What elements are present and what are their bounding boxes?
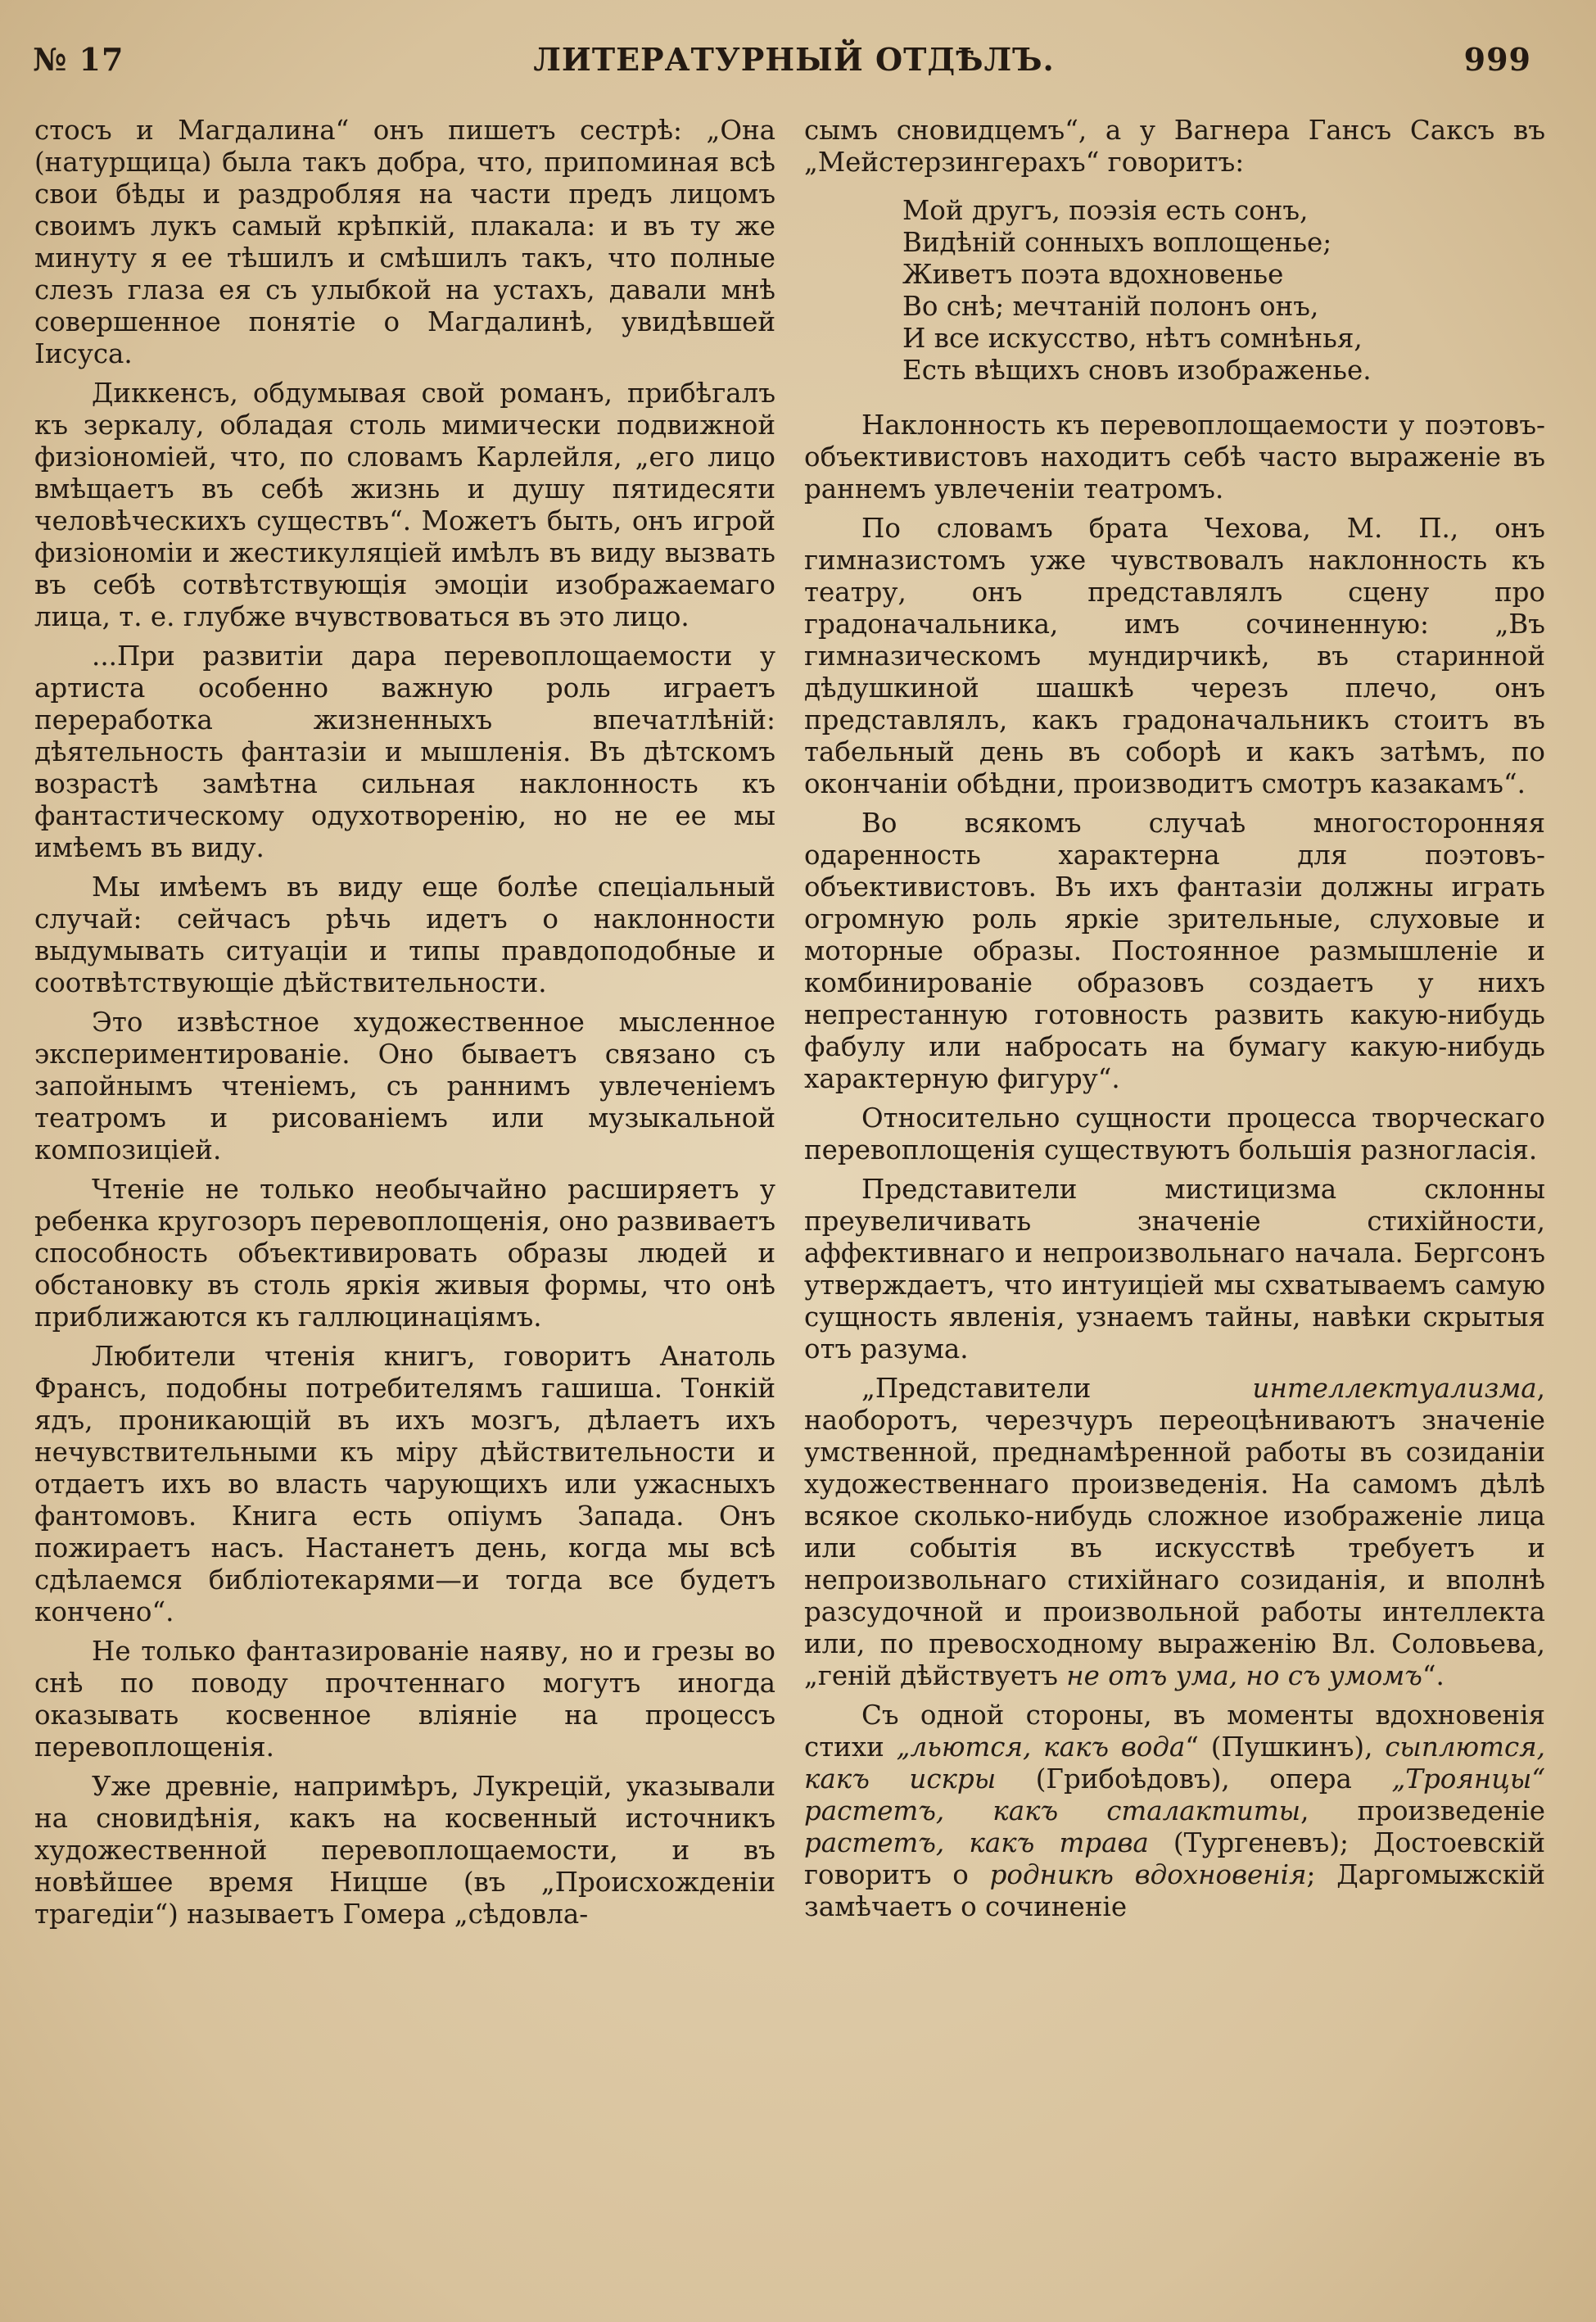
text-run: (Грибоѣдовъ), опера (996, 1763, 1392, 1795)
text-run: ; Даргомыжскій замѣчаетъ о сочиненіе (804, 1859, 1546, 1922)
issue-number: № 17 (33, 40, 124, 78)
paragraph: Представители мистицизма склонны преувеличивать значеніе стихійности, аффективнаго и непроизвольнаго начала. Бергсонъ утверждаетъ, что интуиціей мы схватываемъ самую сущность явленія, узнаемъ тайны, навѣки скрытыя отъ разума. (804, 1174, 1545, 1365)
page-header (33, 34, 1531, 84)
paragraph: Уже древніе, напримѣръ, Лукрецій, указывали на сновидѣнія, какъ на косвенный источникъ художественной перевоплощаемости, и въ новѣйшее время Ницше (въ „Происхожденіи трагедіи“) называетъ Гомера „сѣдовла- (34, 1771, 775, 1930)
verse-line: Видѣній сонныхъ воплощенье; (902, 227, 1332, 258)
text-run: (Тургеневъ); Достоевскій говоритъ о (804, 1827, 1545, 1890)
right-column (804, 115, 1545, 1930)
paragraph: Наклонность къ перевоплощаемости у поэтовъ-объективистовъ находитъ себѣ часто выраженіе въ раннемъ увлеченіи театромъ. (804, 410, 1545, 505)
paragraph: Это извѣстное художественное мысленное экспериментированіе. Оно бываетъ связано съ запойнымъ чтеніемъ, съ раннимъ увлеченіемъ театромъ и рисованіемъ или музыкальной композиціей. (34, 1007, 775, 1166)
paragraph: Не только фантазированіе наяву, но и грезы во снѣ по поводу прочтеннаго могутъ иногда оказывать косвенное вліяніе на процессъ перевоплощенія. (34, 1636, 775, 1763)
text-run: , произведеніе (1300, 1795, 1545, 1826)
italic-text: „Троянцы“ растетъ, какъ сталактиты (804, 1763, 1546, 1826)
italic-text: интеллектуализма (1252, 1373, 1537, 1404)
verse-line: Есть вѣщихъ сновъ изображенье. (902, 355, 1372, 386)
section-title: ЛИТЕРАТУРНЫЙ ОТДѢЛЪ. (533, 40, 1055, 78)
paragraph: Чтеніе не только необычайно расширяетъ у ребенка кругозоръ перевоплощенія, оно развиваетъ способность объективировать образы людей и обстановку въ столь яркія живыя формы, что онѣ приближаются къ галлюцинаціямъ. (34, 1174, 775, 1333)
text-run: “ (Пушкинъ), (1185, 1731, 1386, 1763)
paragraph: Любители чтенія книгъ, говоритъ Анатоль Франсъ, подобны потребителямъ гашиша. Тонкій ядъ, проникающій въ ихъ мозгъ, дѣлаетъ ихъ нечувствительными къ міру дѣйствительности и отдаетъ ихъ во власть чарующихъ или ужасныхъ фантомовъ. Книга есть опіумъ Запада. Онъ пожираетъ насъ. Настанетъ день, когда мы всѣ сдѣлаемся библіотекарями—и тогда все будетъ кончено“. (34, 1341, 775, 1627)
italic-text: сыплются, какъ искры (804, 1731, 1545, 1795)
text-run: Съ одной стороны, въ моменты вдохновенія стихи (804, 1700, 1545, 1763)
text-run: , наоборотъ, черезчуръ переоцѣниваютъ значеніе умственной, преднамѣренной работы въ созиданіи художественнаго произведенія. На самомъ дѣлѣ всякое сколько-нибудь сложное изображеніе лица или событія въ искусствѣ требуетъ и непроизвольнаго стихійнаго созиданія, и вполнѣ разсудочной и произвольной работы интеллекта или, по превосходному выраженію Вл. Соловьева, „геній дѣйствуетъ (804, 1373, 1545, 1691)
paragraph: Диккенсъ, обдумывая свой романъ, прибѣгалъ къ зеркалу, обладая столь мимически подвижной физіономіей, что, по словамъ Карлейля, „его лицо вмѣщаетъ въ себѣ жизнь и душу пятидесяти человѣческихъ существъ“. Можетъ быть, онъ игрой физіономіи и жестикуляціей имѣлъ въ виду вызвать въ себѣ сотвѣтствующія эмоціи изображаемаго лица, т. е. глубже вчувствоваться въ это лицо. (34, 378, 775, 632)
verse-line: Во снѣ; мечтаній полонъ онъ, (902, 291, 1319, 322)
text-run: „Представители (861, 1373, 1253, 1404)
paragraph: Мы имѣемъ въ виду еще болѣе спеціальный случай: сейчасъ рѣчь идетъ о наклонности выдумывать ситуаціи и типы правдоподобные и соотвѣтствующіе дѣйствительности. (34, 871, 775, 998)
page-number: 999 (1463, 40, 1531, 78)
paragraph: По словамъ брата Чехова, М. П., онъ гимназистомъ уже чувствовалъ наклонность къ театру, онъ представлялъ сцену про градоначальника, имъ сочиненную: „Въ гимназическомъ мундирчикѣ, въ старинной дѣдушкиной шашкѣ черезъ плечо, онъ представлялъ, какъ градоначальникъ стоитъ въ табельный день въ соборѣ и какъ затѣмъ, по окончаніи обѣдни, производитъ смотръ казакамъ“. (804, 513, 1545, 799)
paragraph: Во всякомъ случаѣ многосторонняя одаренность характерна для поэтовъ-объективистовъ. Въ ихъ фантазіи должны играть огромную роль яркіе зрительные, слуховые и моторные образы. Постоянное размышленіе и комбинированіе образовъ создаетъ у нихъ непрестанную готовность развить какую-нибудь фабулу или набросать на бумагу какую-нибудь характерную фигуру“. (804, 808, 1545, 1094)
verse-line: Мой другъ, поэзія есть сонъ, (902, 195, 1309, 226)
paragraph: стосъ и Магдалина“ онъ пишетъ сестрѣ: „Она (натурщица) была такъ добра, что, припоминая всѣ свои бѣды и раздробляя на части предъ лицомъ своимъ лукъ самый крѣпкій, плакала: и въ ту же минуту я ее тѣшилъ и смѣшилъ такъ, что полные слезъ глаза ея съ улыбкой на устахъ, давали мнѣ совершенное понятіе о Магдалинѣ, увидѣвшей Іисуса. (34, 115, 775, 369)
text-run: “. (1422, 1660, 1445, 1691)
verse-line: Живетъ поэта вдохновенье (902, 259, 1284, 290)
paragraph: Относительно сущности процесса творческаго перевоплощенія существуютъ большія разногласія. (804, 1102, 1545, 1166)
paragraph: ...При развитіи дара перевоплощаемости у артиста особенно важную роль играетъ переработка жизненныхъ впечатлѣній: дѣятельность фантазіи и мышленія. Въ дѣтскомъ возрастѣ замѣтна сильная наклонность къ фантастическому одухотворенію, но не ее мы имѣемъ въ виду. (34, 640, 775, 863)
italic-text: родникѣ вдохновенія (989, 1859, 1307, 1890)
paragraph (804, 1373, 1545, 1692)
verse-line: И все искусство, нѣтъ сомнѣнья, (902, 323, 1363, 354)
verse-quote (902, 195, 1545, 387)
paragraph: сымъ сновидцемъ“, а у Вагнера Гансъ Саксъ въ „Мейстерзингерахъ“ говоритъ: (804, 115, 1545, 178)
italic-text: „льются, какъ вода (896, 1731, 1186, 1763)
paragraph (804, 1700, 1545, 1923)
italic-text: не отъ ума, но съ умомъ (1066, 1660, 1422, 1691)
italic-text: растетъ, какъ трава (804, 1827, 1149, 1858)
left-column (34, 115, 775, 1938)
